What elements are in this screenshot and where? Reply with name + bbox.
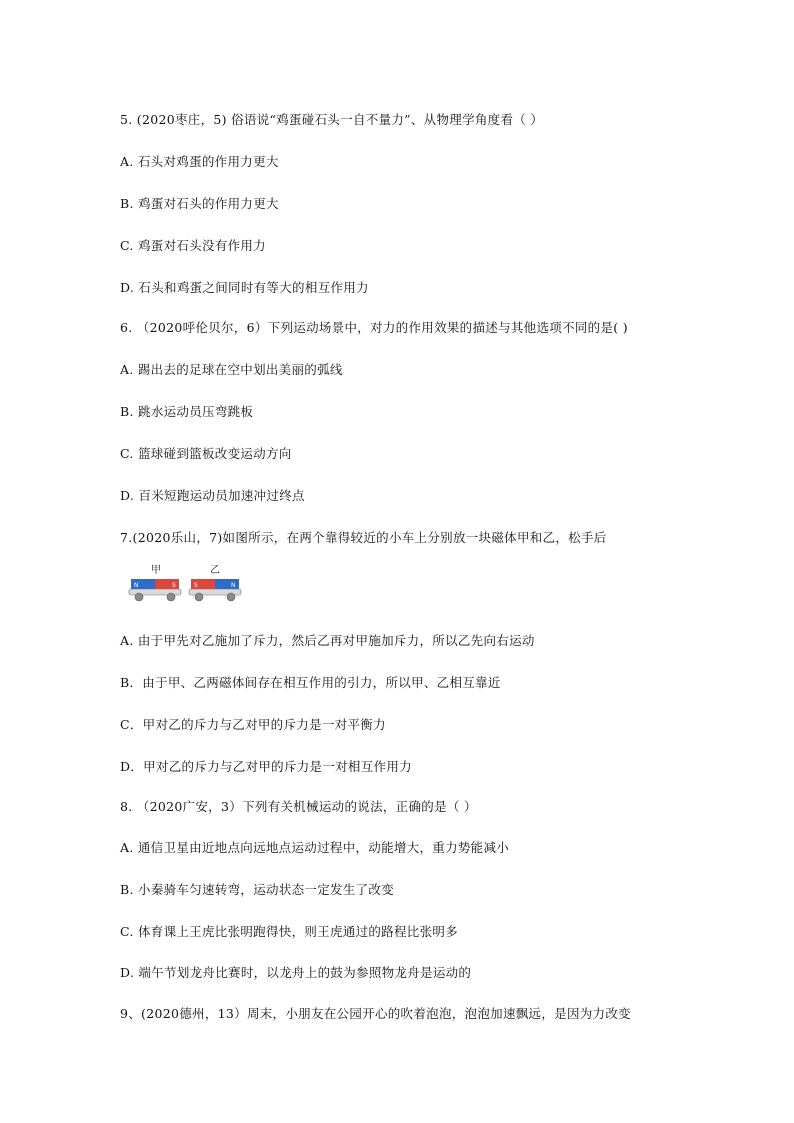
question-5-option-c: C. 鸡蛋对石头没有作用力 (120, 238, 266, 253)
question-7-option-a: A. 由于甲先对乙施加了斥力，然后乙再对甲施加斥力，所以乙先向右运动 (120, 633, 535, 648)
wheel (135, 593, 143, 601)
question-6-stem: 6. （2020呼伦贝尔，6）下列运动场景中，对力的作用效果的描述与其他选项不同的是( ) (120, 320, 628, 335)
question-7-option-c: C．甲对乙的斥力与乙对甲的斥力是一对平衡力 (120, 717, 386, 732)
question-5-option-a: A. 石头对鸡蛋的作用力更大 (120, 154, 279, 169)
question-7-option-b: B．由于甲、乙两磁体间存在相互作用的引力，所以甲、乙相互靠近 (120, 675, 501, 690)
question-7-stem: 7.(2020乐山，7)如图所示，在两个靠得较近的小车上分别放一块磁体甲和乙，松手后 (120, 530, 607, 545)
label-jia: 甲 (151, 565, 161, 576)
question-6-option-a: A. 踢出去的足球在空中划出美丽的弧线 (120, 362, 343, 377)
magnet-carts-figure (127, 563, 247, 603)
question-8-option-c: C. 体育课上王虎比张明跑得快，则王虎通过的路程比张明多 (120, 924, 458, 939)
question-8-option-a: A. 通信卫星由近地点向远地点运动过程中，动能增大，重力势能减小 (120, 840, 510, 855)
magnet-yi-pole-n: N (231, 582, 236, 589)
wheel (167, 593, 175, 601)
question-5-stem: 5. (2020枣庄，5) 俗语说“鸡蛋碰石头一自不量力”、从物理学角度看（ ） (120, 112, 544, 127)
question-7-option-d: D．甲对乙的斥力与乙对甲的斥力是一对相互作用力 (120, 759, 412, 774)
magnet-jia-pole-n: N (134, 582, 139, 589)
question-5-option-d: D. 石头和鸡蛋之间同时有等大的相互作用力 (120, 280, 369, 295)
question-6-option-b: B. 跳水运动员压弯跳板 (120, 404, 254, 419)
question-6-option-c: C. 篮球碰到篮板改变运动方向 (120, 446, 292, 461)
question-8-stem: 8. （2020广安，3）下列有关机械运动的说法，正确的是（ ） (120, 799, 477, 814)
magnet-yi-pole-s: S (194, 582, 198, 589)
question-5-option-b: B. 鸡蛋对石头的作用力更大 (120, 196, 279, 211)
question-9-stem: 9、(2020德州，13）周末，小朋友在公园开心的吹着泡泡，泡泡加速飘远，是因为力改变 (120, 1006, 631, 1021)
magnet-jia-pole-s: S (172, 582, 176, 589)
question-6-option-d: D. 百米短跑运动员加速冲过终点 (120, 488, 305, 503)
wheel (195, 593, 203, 601)
wheel (227, 593, 235, 601)
question-8-option-b: B. 小秦骑车匀速转弯，运动状态一定发生了改变 (120, 882, 395, 897)
label-yi: 乙 (210, 565, 220, 576)
question-8-option-d: D. 端午节划龙舟比赛时，以龙舟上的鼓为参照物龙舟是运动的 (120, 965, 472, 980)
